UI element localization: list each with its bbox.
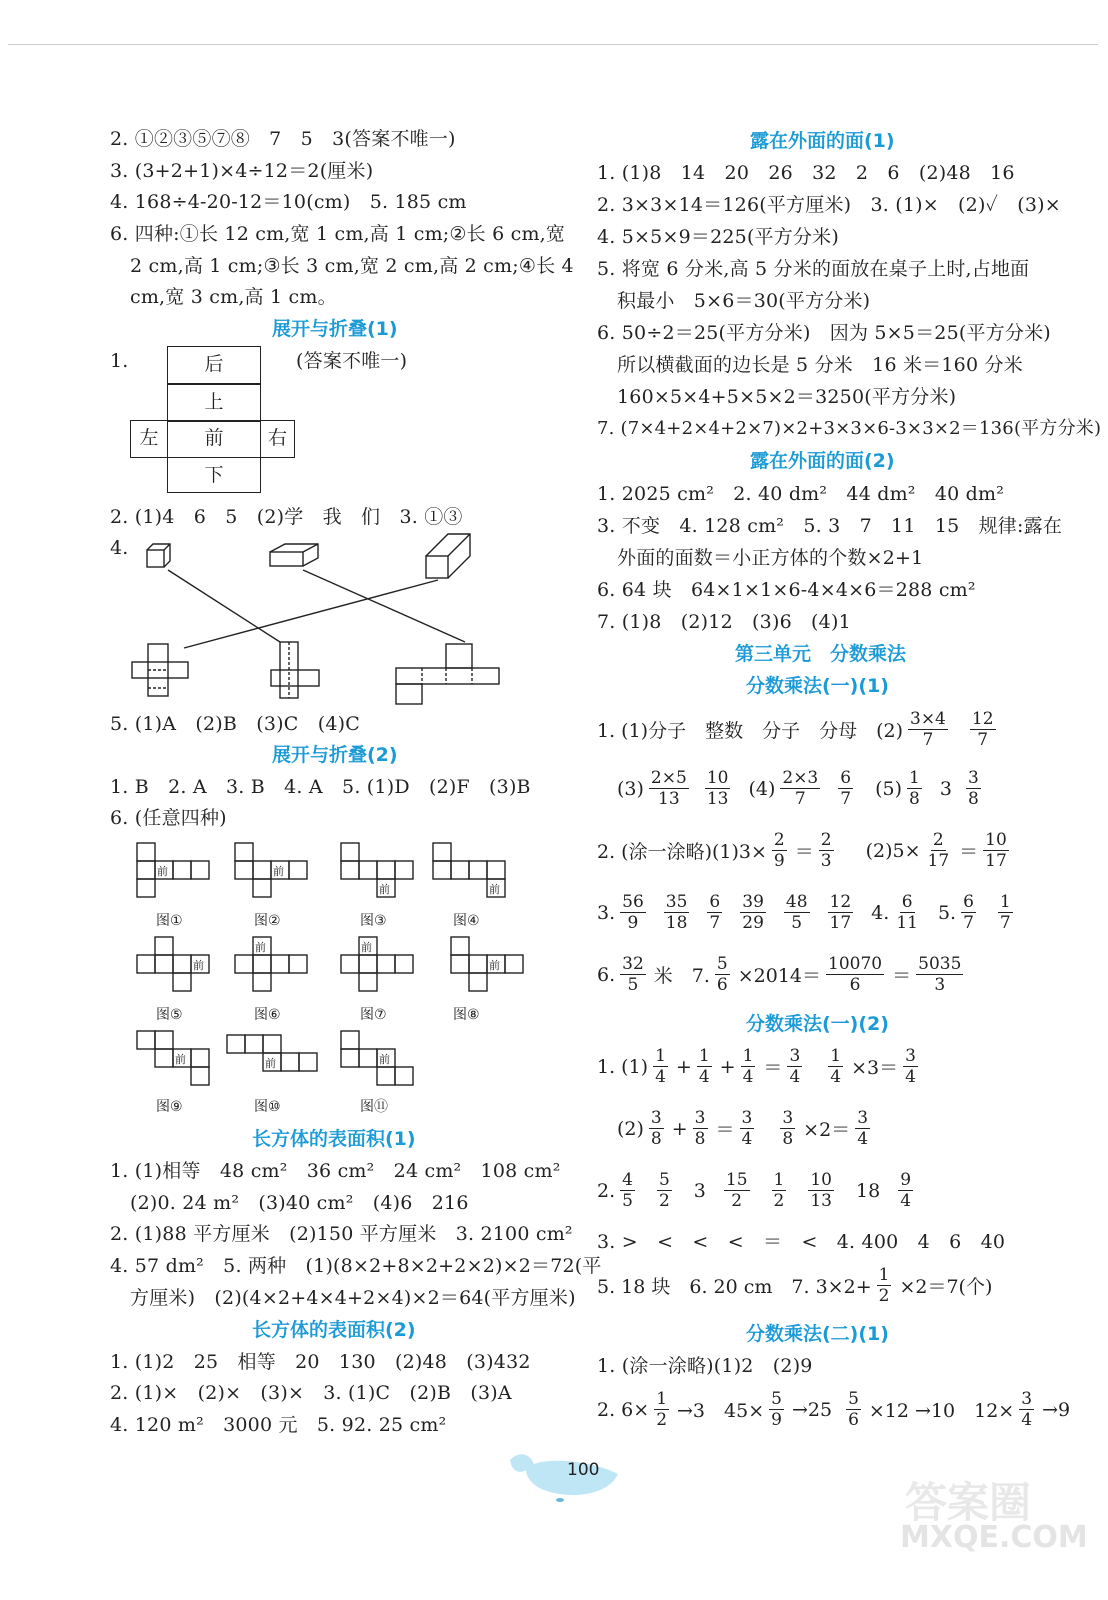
right-line: 积最小 5×6＝30(平方分米) bbox=[617, 290, 871, 312]
unit-heading: 第三单元 分数乘法 bbox=[735, 643, 907, 665]
left-line: 2 cm,高 1 cm;③长 3 cm,宽 2 cm,高 2 cm;④长 4 bbox=[130, 255, 574, 277]
left-line: 4. 120 m² 3000 元 5. 92. 25 cm² bbox=[110, 1414, 447, 1436]
row-text: ×2014＝ bbox=[737, 965, 822, 987]
front-label: 前 bbox=[273, 865, 284, 878]
fraction-row: 2. 6× $\frac{1}{2}$ →3 45× $\frac{5}{9}$ →25 $\frac{5}{6}$ ×12 →10 12× $\frac{3}{4}$ →9 bbox=[597, 1389, 1071, 1430]
left-line: 4. 168÷4-20-12＝10(cm) 5. 185 cm bbox=[110, 191, 467, 213]
row-text: ×2＝7(个) bbox=[899, 1276, 993, 1298]
figure-caption: 图③ bbox=[360, 913, 387, 929]
right-line: 1. (涂一涂略)(1)2 (2)9 bbox=[597, 1355, 813, 1377]
fraction-row: 1. (1)分子 整数 分子 分母 (2) $\frac{3\times 4}{7}$ $\frac{12}{7}$ bbox=[597, 709, 994, 750]
figure-caption: 图② bbox=[254, 913, 281, 929]
section-heading: 展开与折叠(1) bbox=[272, 318, 398, 340]
top-rule bbox=[8, 44, 1098, 45]
cube-shape bbox=[147, 550, 164, 567]
whale-icon bbox=[500, 1440, 630, 1510]
right-line: 3. 不变 4. 128 cm² 5. 3 7 11 15 规律:露在 bbox=[597, 515, 1063, 537]
right-line: 3. > < < < ＝ < 4. 400 4 6 40 bbox=[597, 1231, 1006, 1253]
left-line: 6. 四种:①长 12 cm,宽 1 cm,高 1 cm;②长 6 cm,宽 bbox=[110, 223, 566, 245]
front-label: 前 bbox=[361, 941, 372, 954]
front-label: 前 bbox=[489, 883, 500, 896]
fraction-row: 2. $\frac{4}{5}$ $\frac{5}{2}$ 3 $\frac{15}{2}$ $\frac{1}{2}$ $\frac{10}{13}$ 18 $\frac{9}{4}$ bbox=[597, 1170, 912, 1211]
long-bar-shape bbox=[426, 556, 448, 578]
front-label: 前 bbox=[193, 959, 204, 972]
figure-caption: 图① bbox=[156, 913, 183, 929]
figure-caption: 图⑪ bbox=[360, 1099, 388, 1115]
front-label: 前 bbox=[265, 1057, 276, 1070]
fraction-row: 6. $\frac{32}{5}$ 米 7. $\frac{5}{6}$ ×2014＝ $\frac{10070}{6}$ ＝ $\frac{5035}{3}$ bbox=[597, 954, 962, 995]
row-text: 5. 18 块 6. 20 cm 7. 3×2+ bbox=[597, 1276, 872, 1298]
left-line: (2)0. 24 m² (3)40 cm² (4)6 216 bbox=[130, 1192, 469, 1214]
right-line: 7. (1)8 (2)12 (3)6 (4)1 bbox=[597, 611, 851, 633]
fraction-row: 3. $\frac{56}{9}$ $\frac{35}{18}$ $\frac{6}{7}$ $\frac{39}{29}$ $\frac{48}{5}$ $\frac{12}{17}$ 4. $\frac{6}{11}$ 5. $\frac{6}{7}$ $\frac{1}{7}$ bbox=[597, 892, 1011, 933]
fraction-row: (3) $\frac{2\times 5}{13}$ $\frac{10}{13}$ (4) $\frac{2\times 3}{7}$ $\frac{6}{7}$ (5) $\frac{1}{8}$ 3 $\frac{3}{8}$ bbox=[617, 768, 979, 809]
left-line: 6. (任意四种) bbox=[110, 807, 227, 829]
row-text: 6. bbox=[597, 963, 616, 986]
row-text: 1. (1)分子 整数 分子 分母 (2) bbox=[597, 720, 903, 742]
figure-caption: 图④ bbox=[453, 913, 480, 929]
left-line: 5. (1)A (2)B (3)C (4)C bbox=[110, 713, 360, 735]
left-line: 1. (1)相等 48 cm² 36 cm² 24 cm² 108 cm² bbox=[110, 1160, 561, 1182]
row-text: →25 bbox=[791, 1398, 833, 1421]
row-text: ×3＝ bbox=[851, 1057, 899, 1079]
section-heading: 长方体的表面积(1) bbox=[252, 1128, 416, 1150]
row-text: 2. bbox=[597, 1179, 616, 1202]
row-text: 1. (1) bbox=[597, 1055, 649, 1078]
left-line: 1. B 2. A 3. B 4. A 5. (1)D (2)F (3)B bbox=[110, 776, 531, 798]
section-heading: 长方体的表面积(2) bbox=[252, 1319, 416, 1341]
right-line: 2. 3×3×14＝126(平方厘米) 3. (1)× (2)✓ (3)× bbox=[597, 194, 1061, 216]
page-number: 100 bbox=[567, 1460, 600, 1480]
row-text: (4) bbox=[748, 777, 776, 800]
section-heading: 露在外面的面(2) bbox=[750, 450, 895, 472]
left-line: 2. ①②③⑤⑦⑧ 7 5 3(答案不唯一) bbox=[110, 128, 456, 150]
right-line: 6. 50÷2＝25(平方分米) 因为 5×5＝25(平方分米) bbox=[597, 322, 1051, 344]
row-text: 2. (涂一涂略)(1)3× bbox=[597, 841, 767, 863]
section-heading: 分数乘法(二)(1) bbox=[746, 1323, 889, 1345]
net-figures bbox=[125, 835, 525, 1125]
row-text: (2) bbox=[617, 1117, 644, 1140]
left-line: 方厘米) (2)(4×2+4×4+2×4)×2＝64(平方厘米) bbox=[130, 1287, 576, 1309]
section-heading: 分数乘法(一)(1) bbox=[746, 675, 889, 697]
right-line: 5. 将宽 6 分米,高 5 分米的面放在桌子上时,占地面 bbox=[597, 258, 1030, 280]
fraction-row: 5. 18 块 6. 20 cm 7. 3×2+ $\frac{1}{2}$ ×2＝7(个) bbox=[597, 1265, 993, 1306]
row-text: →3 45× bbox=[677, 1400, 765, 1422]
left-line: cm,宽 3 cm,高 1 cm。 bbox=[130, 286, 337, 308]
figure-caption: 图⑩ bbox=[254, 1099, 281, 1115]
net-face: 前 bbox=[167, 420, 261, 458]
row-text: ×12 →10 12× bbox=[868, 1400, 1015, 1422]
fraction-row: 1. (1) $\frac{1}{4}$ + $\frac{1}{4}$ + $\frac{1}{4}$ ＝ $\frac{3}{4}$ $\frac{1}{4}$ ×3＝ $\frac{3}{4}$ bbox=[597, 1046, 916, 1087]
front-label: 前 bbox=[489, 959, 500, 972]
left-line: 3. (3+2+1)×4÷12＝2(厘米) bbox=[110, 160, 374, 182]
right-line: 7. (7×4+2×4+2×7)×2+3×3×6-3×3×2＝136(平方分米) bbox=[597, 418, 1102, 439]
row-text: 5. bbox=[937, 901, 957, 924]
net-shape bbox=[396, 668, 499, 684]
left-line: 2. (1)4 6 5 (2)学 我 们 3. ①③ bbox=[110, 506, 463, 528]
figure-caption: 图⑥ bbox=[254, 1007, 281, 1023]
figure-caption: 图⑦ bbox=[360, 1007, 387, 1023]
left-line: 2. (1)88 平方厘米 (2)150 平方厘米 3. 2100 cm² bbox=[110, 1223, 573, 1245]
row-text: ×2＝ bbox=[803, 1119, 851, 1141]
row-text: 3 bbox=[693, 1179, 706, 1202]
front-label: 前 bbox=[379, 1053, 390, 1066]
net-face: 右 bbox=[260, 420, 295, 458]
matching-diagram bbox=[120, 530, 510, 705]
figure-caption: 图⑤ bbox=[156, 1007, 183, 1023]
watermark-url: MXQE.COM bbox=[900, 1520, 1088, 1555]
right-line: 外面的面数＝小正方体的个数×2+1 bbox=[617, 547, 924, 569]
question-number: 1. bbox=[110, 350, 129, 372]
section-heading: 分数乘法(一)(2) bbox=[746, 1013, 889, 1035]
right-line: 1. 2025 cm² 2. 40 dm² 44 dm² 40 dm² bbox=[597, 483, 1005, 505]
net-face: 左 bbox=[130, 420, 168, 458]
flat-prism-shape bbox=[270, 552, 303, 566]
fraction-row: 2. (涂一涂略)(1)3× $\frac{2}{9}$ ＝ $\frac{2}{3}$ (2)5× $\frac{2}{17}$ ＝ $\frac{10}{17}$ bbox=[597, 830, 1007, 871]
question-number: 4. bbox=[110, 537, 129, 559]
row-text: 2. 6× bbox=[597, 1398, 650, 1421]
net-face: 下 bbox=[167, 457, 261, 493]
left-line: 4. 57 dm² 5. 两种 (1)(8×2+8×2+2×2)×2＝72(平 bbox=[110, 1255, 602, 1277]
row-text: (5) bbox=[875, 777, 903, 800]
row-text: (3) bbox=[617, 777, 644, 800]
right-line: 所以横截面的边长是 5 分米 16 米＝160 分米 bbox=[617, 354, 1023, 376]
front-label: 前 bbox=[157, 865, 168, 878]
left-line: 1. (1)2 25 相等 20 130 (2)48 (3)432 bbox=[110, 1351, 531, 1373]
fraction-row: (2) $\frac{3}{8}$ + $\frac{3}{8}$ ＝ $\frac{3}{4}$ $\frac{3}{8}$ ×2＝ $\frac{3}{4}$ bbox=[617, 1108, 869, 1149]
row-text: 3. bbox=[597, 901, 616, 924]
net-face: 上 bbox=[167, 384, 261, 422]
front-label: 前 bbox=[255, 941, 266, 954]
note: (答案不唯一) bbox=[296, 350, 408, 372]
right-line: 160×5×4+5×5×2＝3250(平方分米) bbox=[617, 386, 957, 408]
net-face: 后 bbox=[167, 346, 261, 384]
row-text: 3 bbox=[939, 777, 952, 800]
front-label: 前 bbox=[379, 883, 390, 896]
row-text: 18 bbox=[856, 1179, 881, 1202]
row-text: 4. bbox=[871, 901, 890, 924]
figure-caption: 图⑨ bbox=[156, 1099, 183, 1115]
row-text: 米 7. bbox=[653, 965, 710, 987]
front-label: 前 bbox=[175, 1053, 186, 1066]
right-line: 4. 5×5×9＝225(平方分米) bbox=[597, 226, 839, 248]
row-text: →9 bbox=[1042, 1398, 1071, 1421]
section-heading: 展开与折叠(2) bbox=[272, 744, 398, 766]
right-line: 6. 64 块 64×1×1×6-4×4×6＝288 cm² bbox=[597, 579, 976, 601]
left-line: 2. (1)× (2)× (3)× 3. (1)C (2)B (3)A bbox=[110, 1382, 512, 1404]
row-text: (2)5× bbox=[865, 839, 921, 862]
figure-caption: 图⑧ bbox=[453, 1007, 480, 1023]
right-line: 1. (1)8 14 20 26 32 2 6 (2)48 16 bbox=[597, 162, 1015, 184]
section-heading: 露在外面的面(1) bbox=[750, 130, 895, 152]
watermark-logo: 答案圈 bbox=[905, 1478, 1032, 1527]
